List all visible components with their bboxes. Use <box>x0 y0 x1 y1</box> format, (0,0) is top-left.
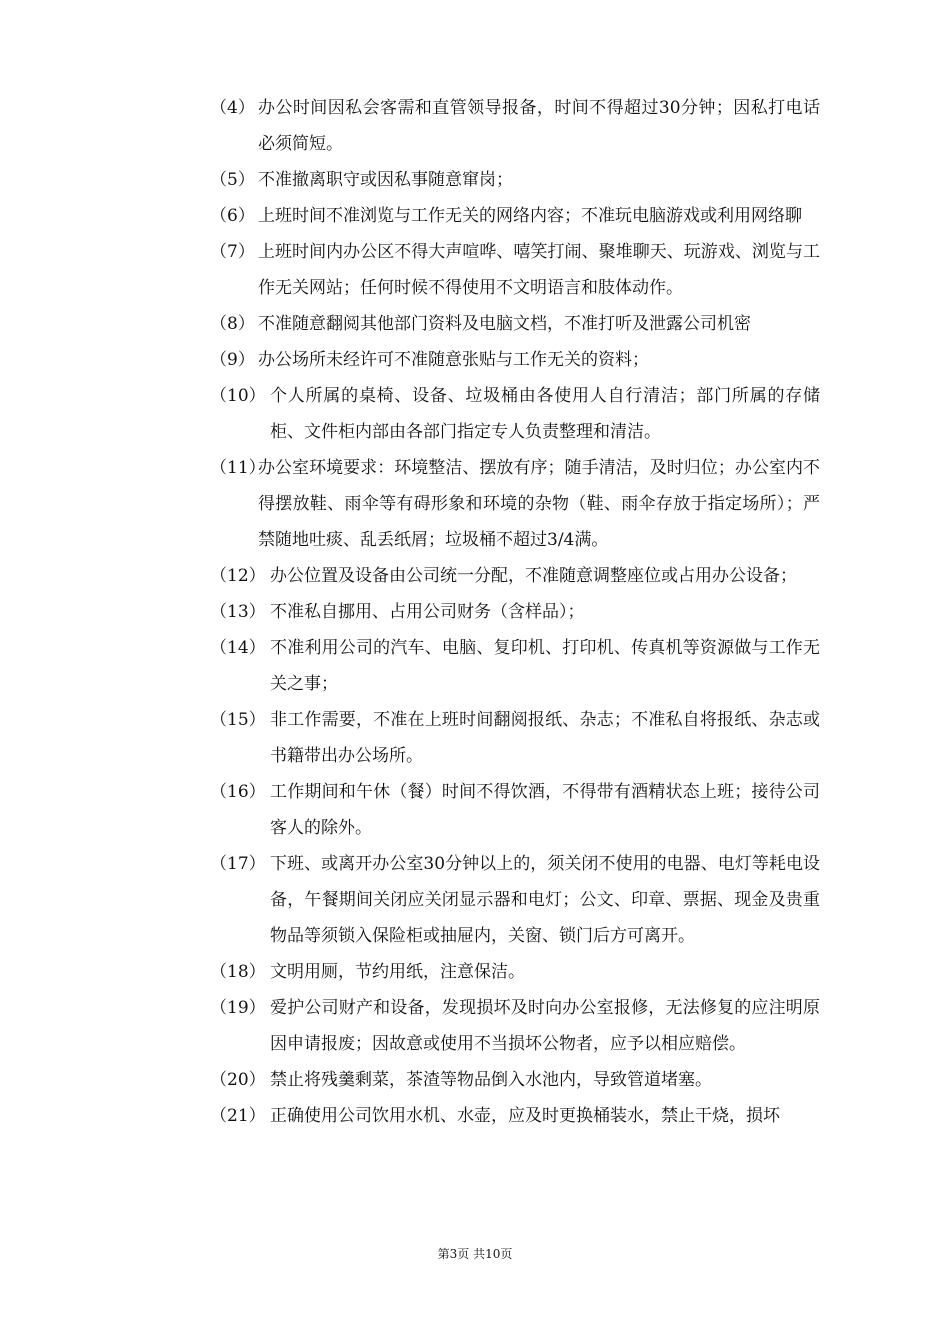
rule-text: 办公时间因私会客需和直管领导报备，时间不得超过30分钟；因私打电话必须简短。 <box>258 98 820 154</box>
rule-text: 下班、或离开办公室30分钟以上的，须关闭不使用的电器、电灯等耗电设备，午餐期间关闭应关闭显示器和电灯；公文、印章、票据、现金及贵重物品等须锁入保险柜或抽屉内，关窗、锁门后方可离开。 <box>270 854 820 946</box>
rule-number: （16） <box>210 782 266 802</box>
rule-item-15 <box>210 702 820 774</box>
rule-text: 正确使用公司饮用水机、水壶，应及时更换桶装水，禁止干烧，损坏 <box>270 1106 780 1126</box>
page-footer <box>0 1246 950 1262</box>
rule-item-18 <box>210 954 820 990</box>
rule-number: （21） <box>210 1106 266 1126</box>
rule-text: 个人所属的桌椅、设备、垃圾桶由各使用人自行清洁；部门所属的存储柜、文件柜内部由各部门指定专人负责整理和清洁。 <box>270 386 820 442</box>
rule-number: （13） <box>210 602 266 622</box>
rule-number: （14） <box>210 638 266 658</box>
rule-text: 不准利用公司的汽车、电脑、复印机、打印机、传真机等资源做与工作无关之事； <box>270 638 820 694</box>
rule-number: （7） <box>210 242 255 262</box>
rule-number: （18） <box>210 962 266 982</box>
rule-item-7 <box>210 234 820 306</box>
rule-text: 文明用厕，节约用纸，注意保洁。 <box>270 962 525 982</box>
rule-item-13 <box>210 594 820 630</box>
rule-item-12 <box>210 558 820 594</box>
rule-text: 办公位置及设备由公司统一分配，不准随意调整座位或占用办公设备； <box>270 566 797 586</box>
rule-text: 上班时间不准浏览与工作无关的网络内容；不准玩电脑游戏或利用网络聊 <box>258 206 802 226</box>
rule-item-21 <box>210 1098 820 1134</box>
rule-text: 不准随意翻阅其他部门资料及电脑文档，不准打听及泄露公司机密 <box>258 314 751 334</box>
rule-text: 办公室环境要求：环境整洁、摆放有序；随手清洁，及时归位；办公室内不得摆放鞋、雨伞等有碍形象和环境的杂物（鞋、雨伞存放于指定场所）；严禁随地吐痰、乱丢纸屑；垃圾桶不超过3/4满。 <box>258 458 820 550</box>
rule-item-20 <box>210 1062 820 1098</box>
page-number: 第3页 共10页 <box>437 1247 513 1261</box>
rule-item-14 <box>210 630 820 702</box>
rule-number: （6） <box>210 206 255 226</box>
rule-number: （5） <box>210 170 255 190</box>
rule-number: （20） <box>210 1070 266 1090</box>
rule-text: 工作期间和午休（餐）时间不得饮酒，不得带有酒精状态上班；接待公司客人的除外。 <box>270 782 820 838</box>
rule-item-6 <box>210 198 820 234</box>
rule-item-19 <box>210 990 820 1062</box>
rule-item-10 <box>210 378 820 450</box>
rule-text: 爱护公司财产和设备，发现损坏及时向办公室报修，无法修复的应注明原因申请报废；因故意或使用不当损坏公物者，应予以相应赔偿。 <box>270 998 820 1054</box>
rule-number: （10） <box>210 386 266 406</box>
rule-item-9 <box>210 342 820 378</box>
rules-list <box>210 90 820 1134</box>
rule-item-17 <box>210 846 820 954</box>
rule-number: （9） <box>210 350 255 370</box>
rule-item-16 <box>210 774 820 846</box>
rule-text: 上班时间内办公区不得大声喧哗、嘻笑打闹、聚堆聊天、玩游戏、浏览与工作无关网站；任何时候不得使用不文明语言和肢体动作。 <box>258 242 820 298</box>
rule-item-11 <box>210 450 820 558</box>
rule-number: （15） <box>210 710 266 730</box>
rule-text: 不准私自挪用、占用公司财务（含样品）； <box>270 602 585 622</box>
rule-text: 不准撤离职守或因私事随意窜岗； <box>258 170 513 190</box>
rule-item-5 <box>210 162 820 198</box>
rule-number: （11） <box>210 458 266 478</box>
rule-text: 非工作需要，不准在上班时间翻阅报纸、杂志；不准私自将报纸、杂志或书籍带出办公场所。 <box>270 710 820 766</box>
rule-item-8 <box>210 306 820 342</box>
rule-text: 禁止将残羹剩菜，茶渣等物品倒入水池内，导致管道堵塞。 <box>270 1070 712 1090</box>
rule-number: （17） <box>210 854 266 874</box>
rule-text: 办公场所未经许可不准随意张贴与工作无关的资料； <box>258 350 649 370</box>
rule-number: （12） <box>210 566 266 586</box>
rule-item-4 <box>210 90 820 162</box>
rule-number: （4） <box>210 98 255 118</box>
rule-number: （19） <box>210 998 266 1018</box>
rule-number: （8） <box>210 314 255 334</box>
